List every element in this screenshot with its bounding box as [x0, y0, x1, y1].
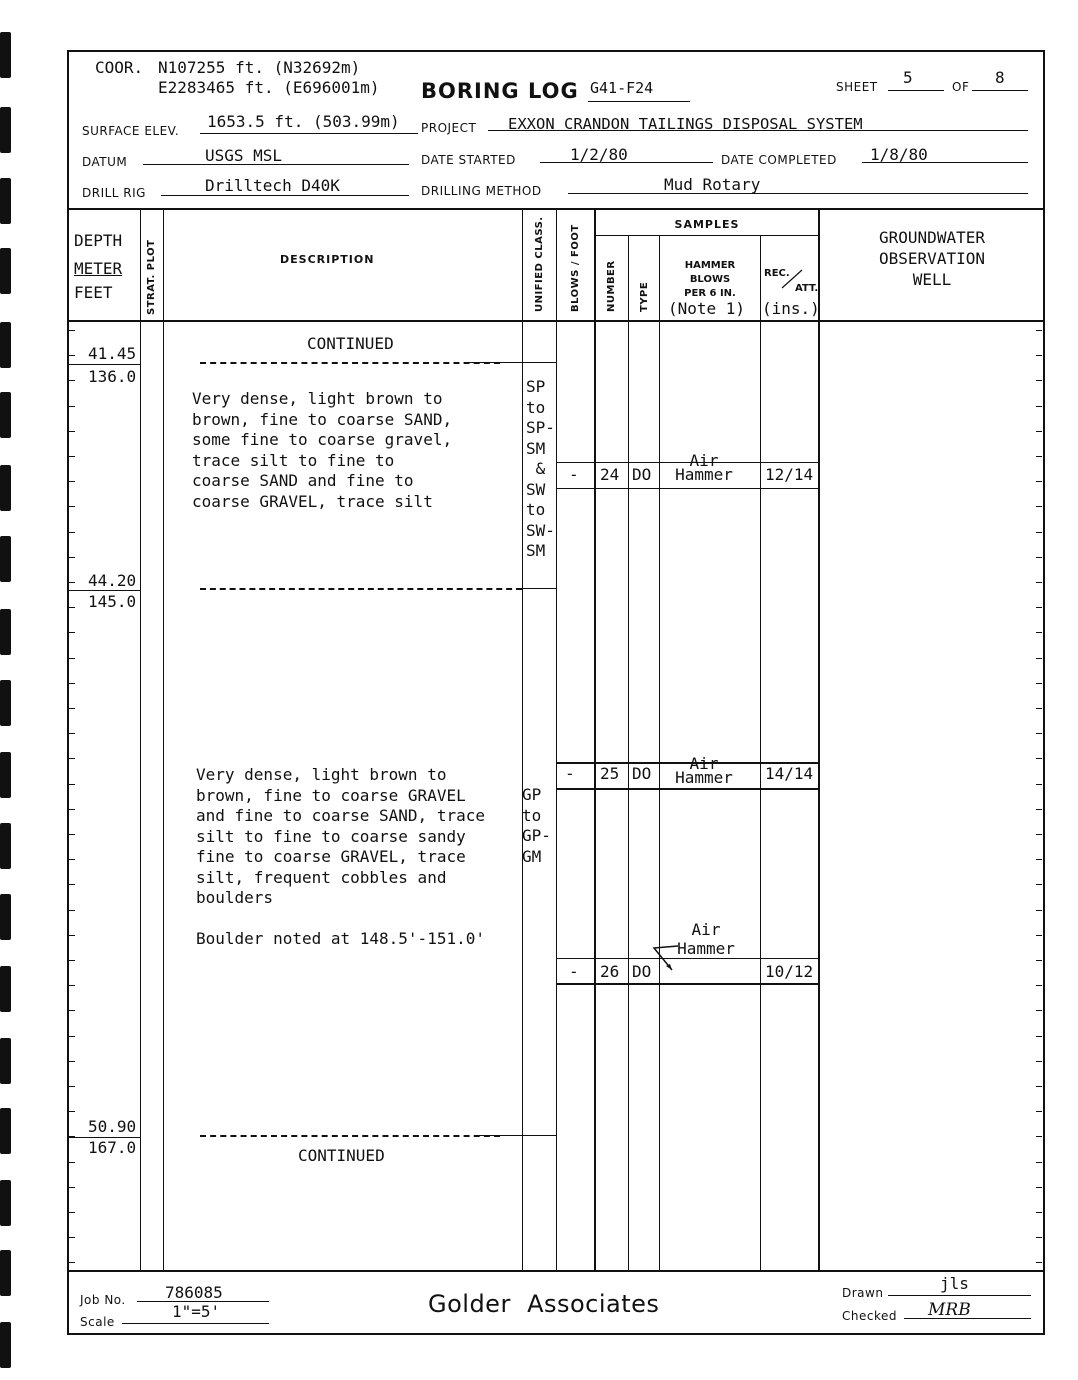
col-depth: DEPTH: [74, 231, 123, 250]
drilling-method: Mud Rotary: [664, 175, 761, 194]
col-hammer-blows: BLOWS: [689, 274, 731, 285]
boring-id: G41-F24: [590, 79, 654, 97]
datum-value: USGS MSL: [205, 146, 283, 165]
coor-label: COOR.: [95, 58, 144, 77]
depth-meter-2: 44.20: [88, 571, 137, 590]
drawn-label: Drawn: [842, 1286, 884, 1300]
continued-bottom: CONTINUED: [298, 1146, 385, 1165]
job-no: 786085: [165, 1283, 223, 1302]
rec-att-slash: [780, 268, 804, 290]
project-label: PROJECT: [421, 121, 477, 135]
col-type: TYPE: [639, 281, 650, 312]
surface-elev-label: SURFACE ELEV.: [82, 124, 180, 138]
col-meter: METER: [74, 259, 123, 278]
col-hammer-per: PER 6 IN.: [684, 288, 736, 299]
date-completed: 1/8/80: [870, 145, 928, 164]
pointer-arrow-icon: [648, 944, 680, 974]
col-unified-class: UNIFIED CLASS.: [534, 216, 545, 312]
date-completed-label: DATE COMPLETED: [721, 153, 837, 167]
drill-rig: Drilltech D40K: [205, 176, 340, 195]
depth-feet-2: 145.0: [88, 592, 137, 611]
checked-by: MRB: [928, 1300, 971, 1320]
stratum-1-class: SP to SP- SM & SW to SW- SM: [526, 377, 555, 560]
scale-label: Scale: [80, 1315, 115, 1329]
depth-meter-1: 41.45: [88, 344, 137, 363]
scale-value: 1"=5': [172, 1302, 221, 1321]
drilling-method-label: DRILLING METHOD: [421, 184, 542, 198]
col-att: ATT.: [795, 283, 819, 294]
col-description: DESCRIPTION: [280, 253, 375, 266]
col-strat-plot: STRAT. PLOT: [146, 239, 157, 315]
stratum-1-description: Very dense, light brown to brown, fine to coarse SAND, some fine to coarse gravel, trace silt to fine to coarse SAND and fine to coarse GRAVEL, trace silt: [192, 389, 453, 511]
datum-label: DATUM: [82, 155, 128, 169]
col-rec-unit: (ins.): [762, 299, 820, 318]
stratum-2-description: Very dense, light brown to brown, fine to coarse GRAVEL and fine to coarse SAND, trace silt to fine to coarse sandy fine to coarse GRAVEL, trace silt, frequent cobbles and boulders Boulder noted at 148.5'-151.0': [196, 765, 485, 948]
project-name: EXXON CRANDON TAILINGS DISPOSAL SYSTEM: [508, 115, 863, 133]
col-hammer-note: (Note 1): [668, 299, 746, 318]
checked-label: Checked: [842, 1309, 897, 1323]
page-title: BORING LOG: [421, 79, 579, 103]
coor-north: N107255 ft. (N32692m): [158, 58, 361, 77]
col-groundwater: GROUNDWATER OBSERVATION WELL: [879, 228, 985, 289]
sheet-label: SHEET: [836, 80, 878, 94]
company-name: Golder Associates: [428, 1290, 660, 1318]
col-samples: SAMPLES: [674, 218, 740, 231]
continued-top: CONTINUED: [307, 334, 394, 353]
stratum-2-class: GP to GP- GM: [522, 785, 551, 866]
drawn-by: jls: [940, 1274, 969, 1293]
of-label: OF: [952, 80, 970, 94]
surface-elev: 1653.5 ft. (503.99m): [207, 112, 400, 131]
drill-rig-label: DRILL RIG: [82, 186, 146, 200]
col-blows-foot: BLOWS / FOOT: [570, 224, 581, 312]
sheet-total: 8: [995, 68, 1005, 87]
depth-feet-1: 136.0: [88, 367, 137, 386]
col-rec: REC.: [764, 268, 790, 279]
coor-east: E2283465 ft. (E696001m): [158, 78, 380, 97]
col-feet: FEET: [74, 283, 113, 302]
date-started-label: DATE STARTED: [421, 153, 516, 167]
depth-meter-3: 50.90: [88, 1117, 137, 1136]
col-hammer: HAMMER: [684, 260, 736, 271]
sheet-number: 5: [903, 68, 913, 87]
depth-feet-3: 167.0: [88, 1138, 137, 1157]
date-started: 1/2/80: [570, 145, 628, 164]
job-no-label: Job No.: [80, 1293, 126, 1307]
col-number: NUMBER: [606, 260, 617, 312]
